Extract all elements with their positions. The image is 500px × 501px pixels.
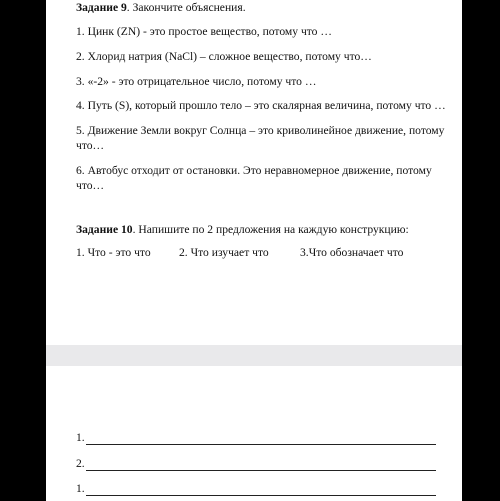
task9-label: Задание 9 [76,1,127,14]
answer-line-1-number: 1. [76,431,85,444]
task10-heading [76,222,409,237]
answer-line-1[interactable] [76,431,436,445]
task9-item-4: 4. Путь (S), который прошло тело – это скалярная величина, потому что … [76,99,446,112]
task9-item-3: 3. «-2» - это отрицательное число, потому что … [76,75,317,88]
answer-line-3-number: 1. [76,482,85,495]
answer-line-2[interactable] [76,457,436,471]
task9-item-2: 2. Хлорид натрия (NaCl) – сложное вещество, потому что… [76,50,372,63]
worksheet-page [46,0,462,345]
answer-page [46,366,462,501]
task10-construction-1: 1. Что - это что [76,246,151,259]
task10-construction-3: 3.Что обозначает что [300,246,404,259]
answer-line-3[interactable] [76,482,436,496]
answer-line-2-rule [86,459,436,471]
task9-item-1: 1. Цинк (ZN) - это простое вещество, потому что … [76,25,332,38]
task9-item-5: 5. Движение Земли вокруг Солнца – это криволинейное движение, потому что… [76,124,445,152]
task10-construction-2: 2. Что изучает что [179,246,269,259]
task9-item-6: 6. Автобус отходит от остановки. Это неравномерное движение, потому что… [76,164,432,192]
task9-heading [76,0,246,15]
answer-line-2-number: 2. [76,457,85,470]
answer-line-3-rule [86,484,436,496]
task10-title: . Напишите по 2 предложения на каждую конструкцию: [132,223,409,236]
answer-line-1-rule [86,433,436,445]
page-gap [46,345,462,366]
task10-label: Задание 10 [76,223,133,236]
task9-title: . Закончите объяснения. [126,1,246,14]
